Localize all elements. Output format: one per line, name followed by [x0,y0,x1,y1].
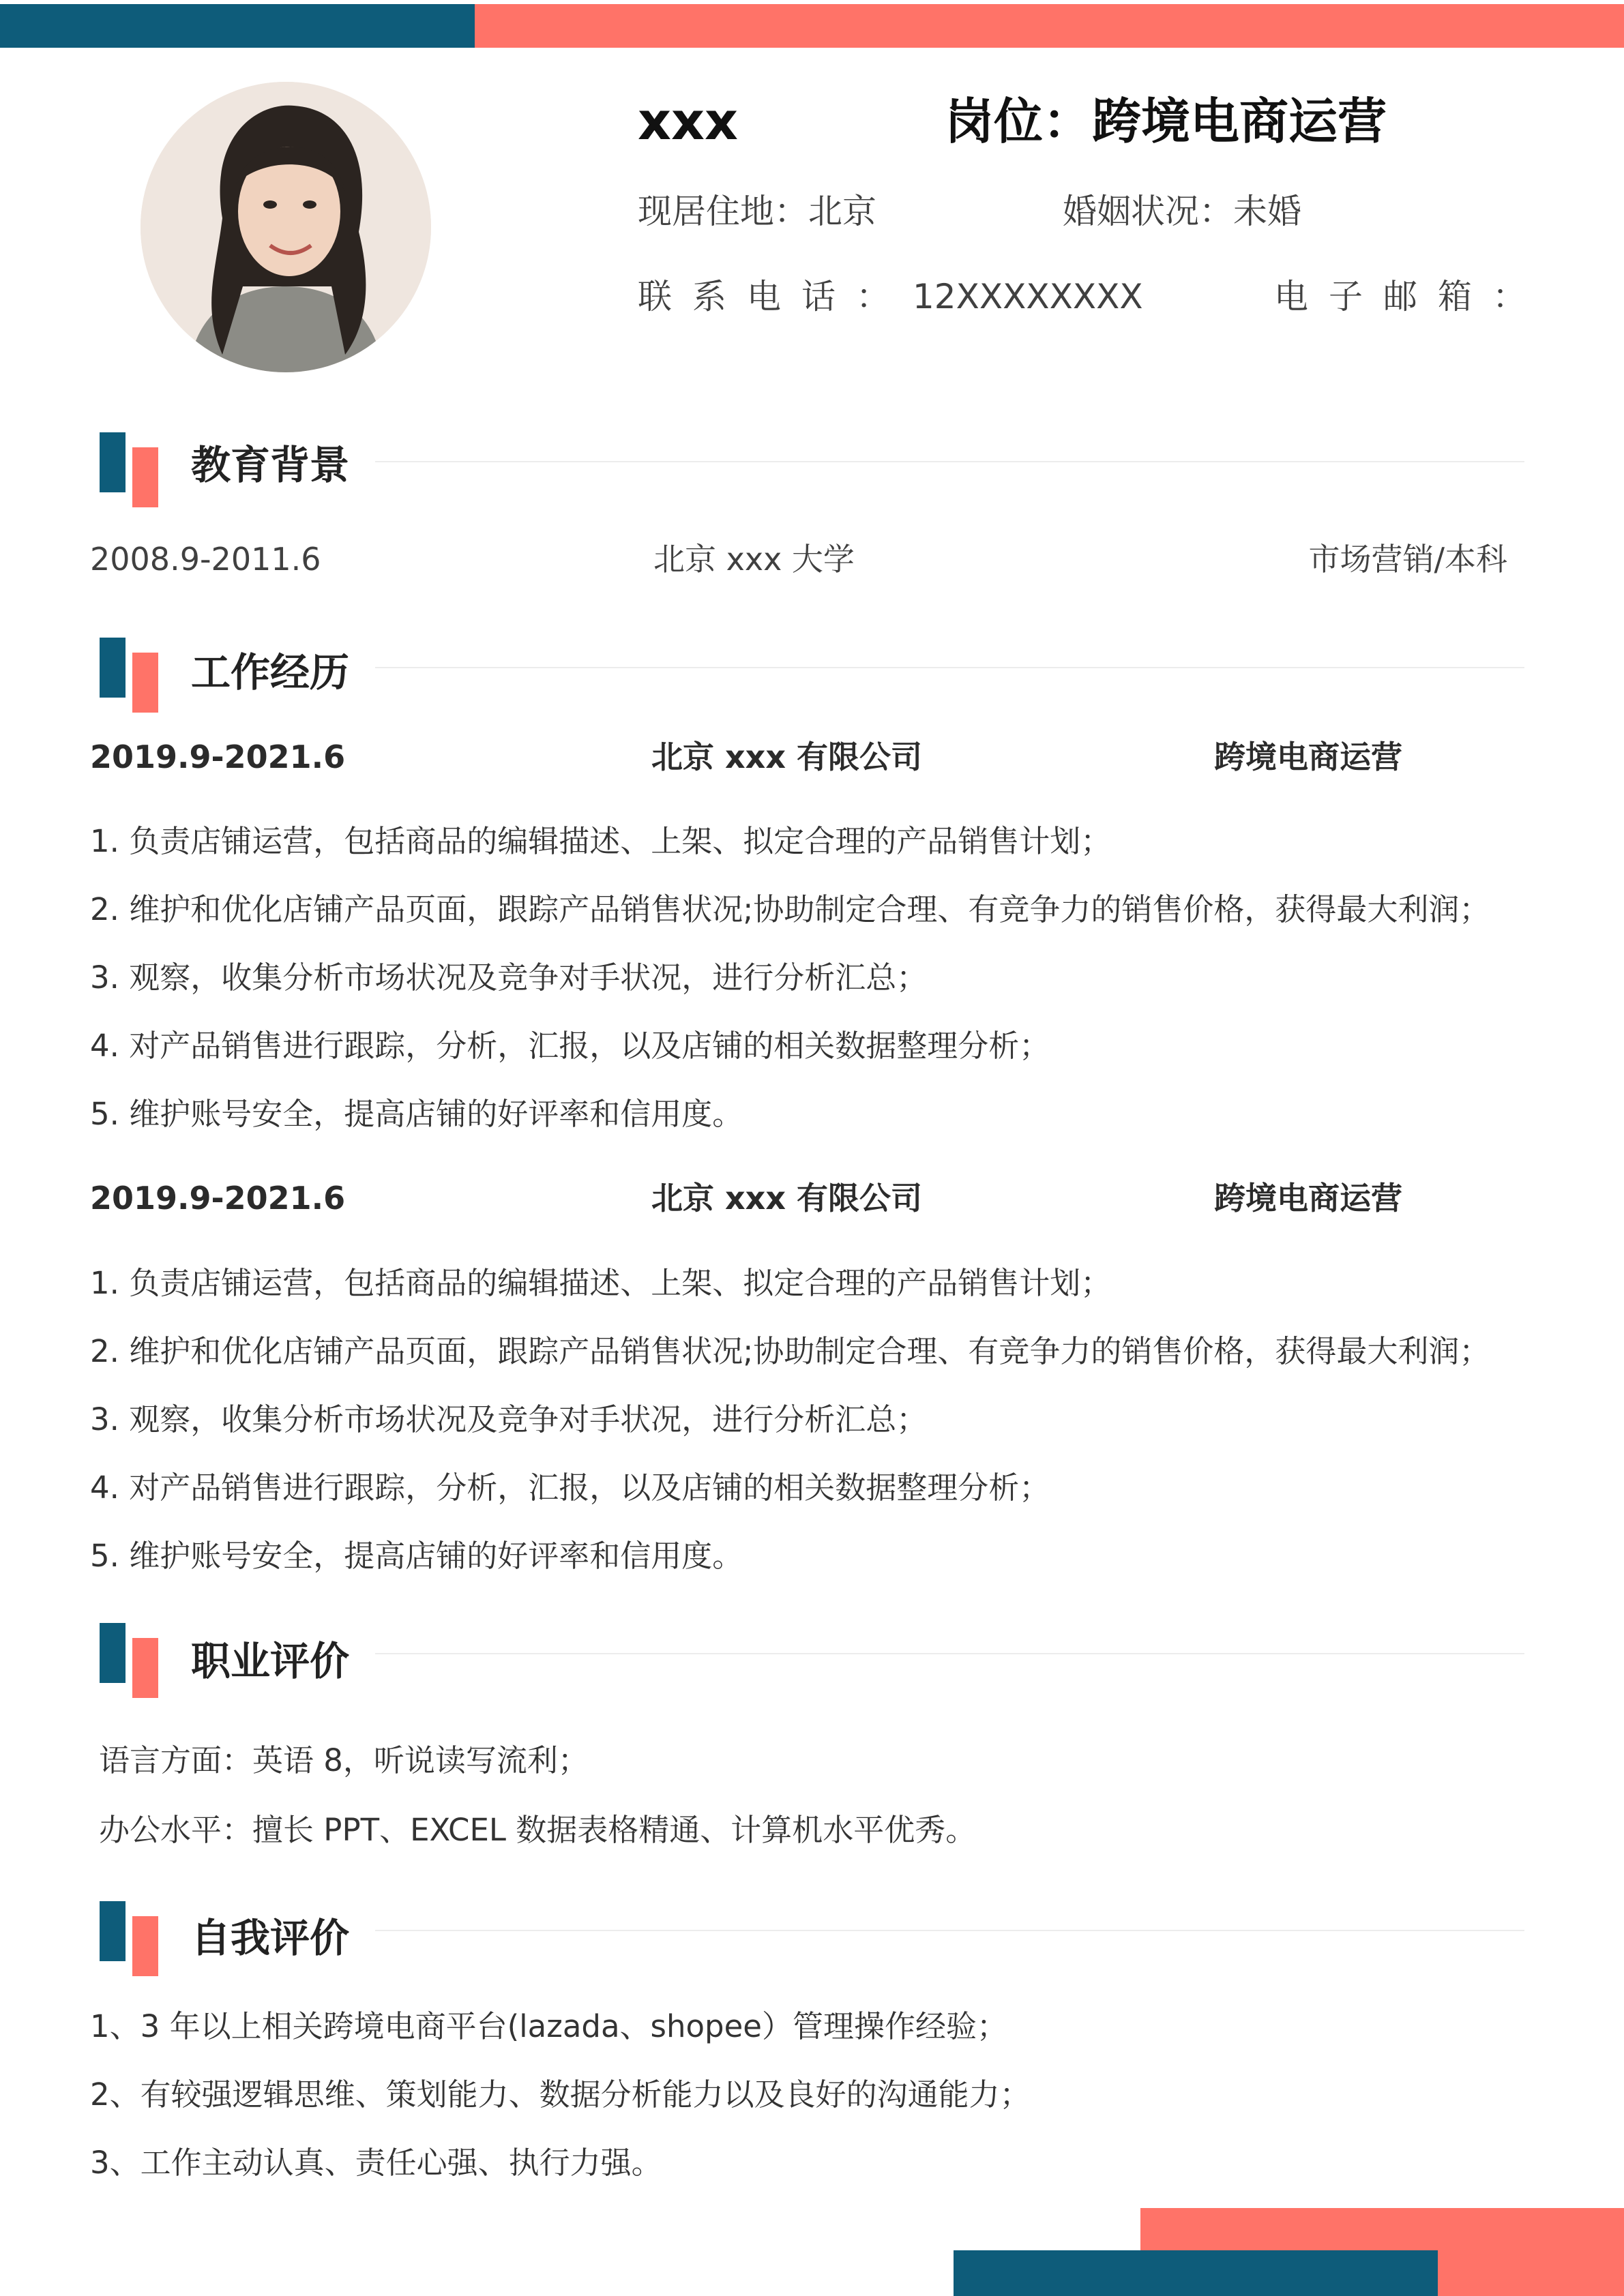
job-company: 北京 xxx 有限公司 [651,739,923,775]
job-position: 岗位：跨境电商运营 [945,93,1387,150]
job-title: 跨境电商运营 [1214,1180,1402,1217]
education-school: 北京 xxx 大学 [653,541,855,578]
job-duty: 5. 维护账号安全，提高店铺的好评率和信用度。 [90,1538,743,1574]
section-marker-icon [100,1901,161,1976]
section-marker-icon [100,1623,161,1698]
self-item: 2、有较强逻辑思维、策划能力、数据分析能力以及良好的沟通能力； [90,2076,1031,2113]
job-duty: 2. 维护和优化店铺产品页面，跟踪产品销售状况;协助制定合理、有竞争力的销售价格，获得最大利润； [90,891,1490,927]
phone-number: 12XXXXXXXX [913,277,1143,316]
marital-status: 婚姻状况：未婚 [1063,192,1301,231]
section-title-career: 职业评价 [191,1638,350,1684]
portrait-photo-icon [141,82,431,372]
section-divider [375,1930,1524,1931]
job-duty: 1. 负责店铺运营，包括商品的编辑描述、上架、拟定合理的产品销售计划； [90,1265,1112,1301]
top-bar-teal [0,4,475,48]
career-item: 办公水平：擅长 PPT、EXCEL 数据表格精通、计算机水平优秀。 [99,1812,977,1848]
job-duty: 5. 维护账号安全，提高店铺的好评率和信用度。 [90,1096,743,1132]
job-duty: 3. 观察，收集分析市场状况及竞争对手状况，进行分析汇总； [90,1401,928,1437]
career-item: 语言方面：英语 8，听说读写流利； [99,1742,589,1778]
self-item: 3、工作主动认真、责任心强、执行力强。 [90,2145,662,2181]
bottom-bar-teal [954,2250,1438,2296]
job-duty: 2. 维护和优化店铺产品页面，跟踪产品销售状况;协助制定合理、有竞争力的销售价格，获得最大利润； [90,1333,1490,1369]
section-divider [375,461,1524,462]
job-duty: 3. 观察，收集分析市场状况及竞争对手状况，进行分析汇总； [90,959,928,996]
section-marker-icon [100,432,161,507]
section-marker-icon [100,638,161,713]
education-major: 市场营销/本科 [1308,541,1507,578]
job-title: 跨境电商运营 [1214,739,1402,775]
section-title-education: 教育背景 [191,442,350,488]
profile-photo [141,82,431,372]
education-period: 2008.9-2011.6 [90,541,321,578]
residence: 现居住地：北京 [638,192,876,231]
job-period: 2019.9-2021.6 [90,1180,346,1217]
section-title-work: 工作经历 [191,649,350,696]
self-item: 1、3 年以上相关跨境电商平台(lazada、shopee）管理操作经验； [90,2008,1007,2044]
job-duty: 4. 对产品销售进行跟踪，分析，汇报，以及店铺的相关数据整理分析； [90,1470,1050,1506]
candidate-name: xxx [638,91,739,151]
section-divider [375,667,1524,668]
email-label: 电子邮箱： [1274,277,1547,316]
job-duty: 1. 负责店铺运营，包括商品的编辑描述、上架、拟定合理的产品销售计划； [90,823,1112,859]
top-bar-coral [475,4,1624,48]
section-divider [375,1653,1524,1654]
job-period: 2019.9-2021.6 [90,739,346,775]
job-duty: 4. 对产品销售进行跟踪，分析，汇报，以及店铺的相关数据整理分析； [90,1028,1050,1064]
job-company: 北京 xxx 有限公司 [651,1180,923,1217]
phone-label: 联系电话： [638,277,911,316]
section-title-self: 自我评价 [191,1915,350,1961]
